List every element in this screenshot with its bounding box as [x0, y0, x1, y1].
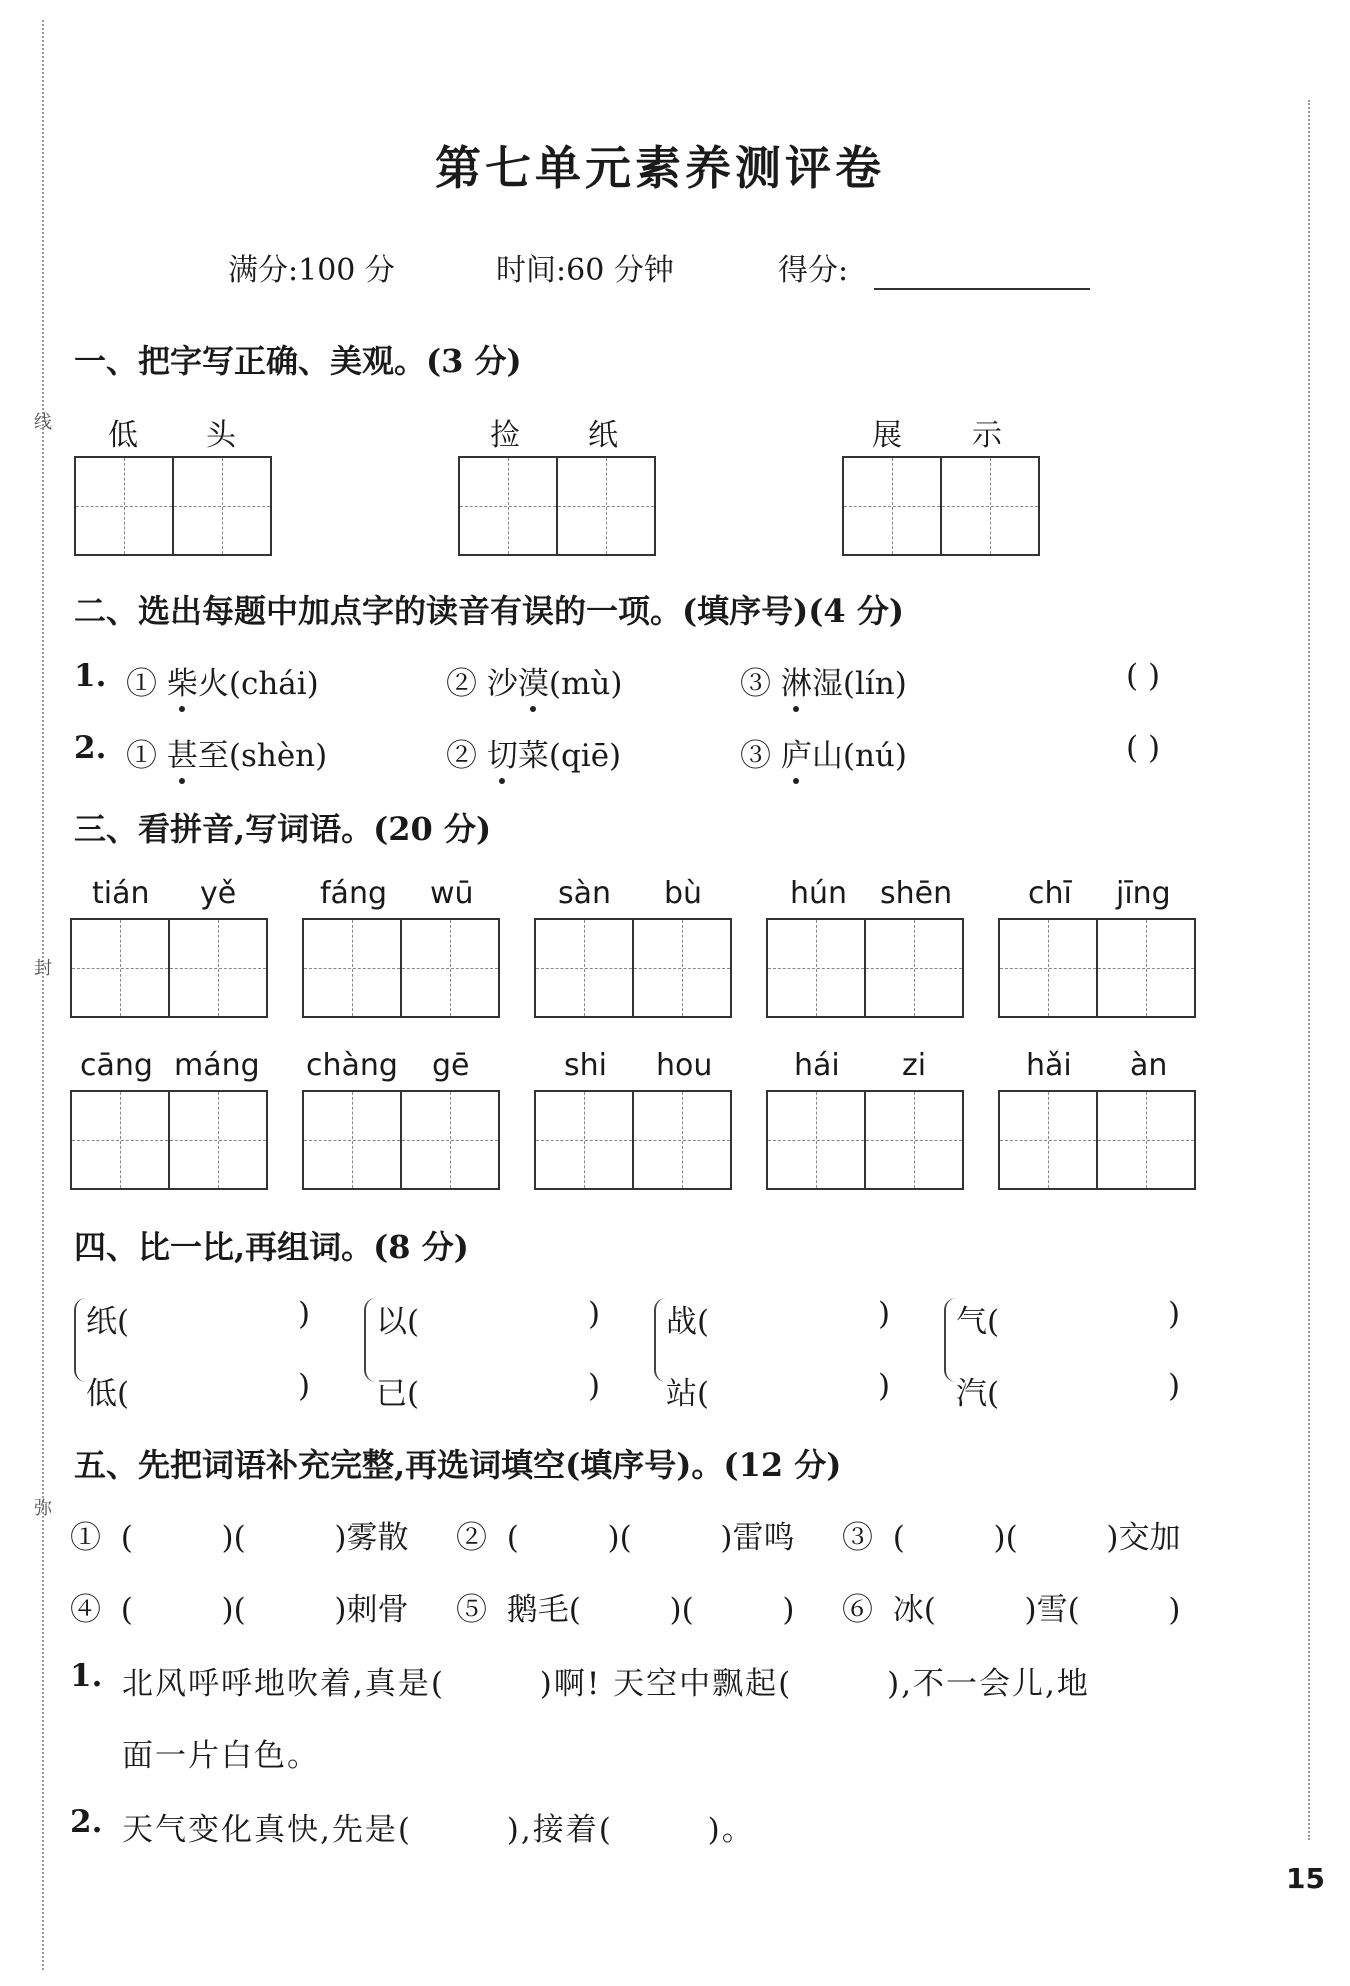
writing-grid[interactable]	[70, 918, 268, 1018]
pinyin: wū	[430, 876, 474, 911]
score-label: 得分:	[778, 253, 849, 288]
option-2: ② 沙漠(mù)	[446, 666, 623, 702]
page-title: 第七单元素养测评卷	[435, 141, 885, 195]
paren-close[interactable]: )	[298, 1296, 311, 1332]
pinyin: yě	[200, 876, 237, 911]
option-3: ③ 庐山(nú)	[740, 738, 907, 774]
pinyin: àn	[1130, 1048, 1168, 1083]
section-2-heading: 二、选出每题中加点字的读音有误的一项。(填序号)(4 分)	[74, 592, 904, 630]
pinyin: hái	[794, 1048, 840, 1083]
compare-bottom: 站(	[666, 1376, 710, 1412]
idiom-blank[interactable]: ⑥ 冰( )雪( )	[842, 1592, 1181, 1628]
option-1: ① 柴火(chái)	[126, 666, 319, 702]
right-margin-dotted-line	[1308, 100, 1310, 1840]
question-number: 2.	[74, 730, 107, 766]
pinyin: sàn	[558, 876, 612, 911]
writing-grid[interactable]	[70, 1090, 268, 1190]
paren-close[interactable]: )	[588, 1368, 601, 1404]
option-2: ② 切菜(qiē)	[446, 738, 622, 774]
idiom-blank[interactable]: ① ( )( )雾散	[70, 1520, 409, 1556]
paren-close[interactable]: )	[298, 1368, 311, 1404]
question-number: 2.	[70, 1804, 103, 1840]
fill-sentence-1[interactable]: 北风呼呼地吹着,真是( )啊! 天空中飘起( ),不一会儿,地	[122, 1666, 1090, 1702]
paren-close[interactable]: )	[878, 1368, 891, 1404]
word-char: 捡	[490, 418, 520, 453]
question-number: 1.	[74, 658, 107, 694]
margin-label-xian: 线	[31, 412, 52, 430]
compare-top: 气(	[956, 1304, 1000, 1340]
writing-grid[interactable]	[534, 1090, 732, 1190]
pinyin: zi	[902, 1048, 927, 1083]
option-3: ③ 淋湿(lín)	[740, 666, 907, 702]
compare-top: 以(	[376, 1304, 420, 1340]
compare-bottom: 已(	[376, 1376, 420, 1412]
paren-close[interactable]: )	[1168, 1296, 1181, 1332]
time-limit: 时间:60 分钟	[496, 253, 674, 288]
writing-grid[interactable]	[74, 456, 272, 556]
option-1: ① 甚至(shèn)	[126, 738, 328, 774]
pinyin: shi	[564, 1048, 607, 1083]
word-char: 展	[872, 418, 902, 453]
pinyin: fáng	[320, 876, 388, 911]
writing-grid[interactable]	[534, 918, 732, 1018]
writing-grid[interactable]	[766, 918, 964, 1018]
margin-label-mi: 弥	[31, 1498, 52, 1516]
section-3-heading: 三、看拼音,写词语。(20 分)	[74, 810, 492, 848]
pinyin: chàng	[306, 1048, 398, 1083]
word-char: 纸	[588, 418, 618, 453]
brace	[654, 1298, 666, 1382]
pinyin: hún	[790, 876, 848, 911]
margin-label-feng: 封	[31, 958, 52, 976]
writing-grid[interactable]	[998, 918, 1196, 1018]
idiom-blank[interactable]: ② ( )( )雷鸣	[456, 1520, 795, 1556]
compare-top: 纸(	[86, 1304, 130, 1340]
pinyin: tián	[92, 876, 150, 911]
pinyin: cāng	[80, 1048, 153, 1083]
full-score: 满分:100 分	[228, 253, 395, 288]
paren-close[interactable]: )	[878, 1296, 891, 1332]
section-5-heading: 五、先把词语补充完整,再选词填空(填序号)。(12 分)	[74, 1446, 842, 1484]
binding-dotted-line	[42, 20, 44, 1970]
fill-sentence-1-cont: 面一片白色。	[122, 1738, 320, 1774]
question-number: 1.	[70, 1658, 103, 1694]
word-char: 低	[108, 418, 138, 453]
score-blank[interactable]	[874, 288, 1090, 290]
writing-grid[interactable]	[458, 456, 656, 556]
pinyin: bù	[664, 876, 703, 911]
paren-close[interactable]: )	[1168, 1368, 1181, 1404]
word-char: 头	[206, 418, 236, 453]
pinyin: shēn	[880, 876, 953, 911]
idiom-blank[interactable]: ⑤ 鹅毛( )( )	[456, 1592, 795, 1628]
compare-bottom: 汽(	[956, 1376, 1000, 1412]
compare-bottom: 低(	[86, 1376, 130, 1412]
pinyin: chī	[1028, 876, 1072, 911]
pinyin: gē	[432, 1048, 470, 1083]
paren-close[interactable]: )	[588, 1296, 601, 1332]
brace	[364, 1298, 376, 1382]
word-char: 示	[972, 418, 1002, 453]
page-number: 15	[1286, 1862, 1325, 1895]
answer-blank[interactable]: ( )	[1126, 658, 1161, 694]
pinyin: jīng	[1116, 876, 1171, 911]
pinyin: hou	[656, 1048, 713, 1083]
writing-grid[interactable]	[302, 918, 500, 1018]
idiom-blank[interactable]: ③ ( )( )交加	[842, 1520, 1181, 1556]
writing-grid[interactable]	[302, 1090, 500, 1190]
pinyin: hǎi	[1026, 1048, 1072, 1083]
idiom-blank[interactable]: ④ ( )( )刺骨	[70, 1592, 409, 1628]
pinyin: máng	[174, 1048, 260, 1083]
brace	[944, 1298, 956, 1382]
fill-sentence-2[interactable]: 天气变化真快,先是( ),接着( )。	[122, 1812, 755, 1848]
writing-grid[interactable]	[842, 456, 1040, 556]
brace	[74, 1298, 86, 1382]
writing-grid[interactable]	[998, 1090, 1196, 1190]
writing-grid[interactable]	[766, 1090, 964, 1190]
answer-blank[interactable]: ( )	[1126, 730, 1161, 766]
section-4-heading: 四、比一比,再组词。(8 分)	[74, 1228, 469, 1266]
section-1-heading: 一、把字写正确、美观。(3 分)	[74, 342, 522, 380]
compare-top: 战(	[666, 1304, 710, 1340]
